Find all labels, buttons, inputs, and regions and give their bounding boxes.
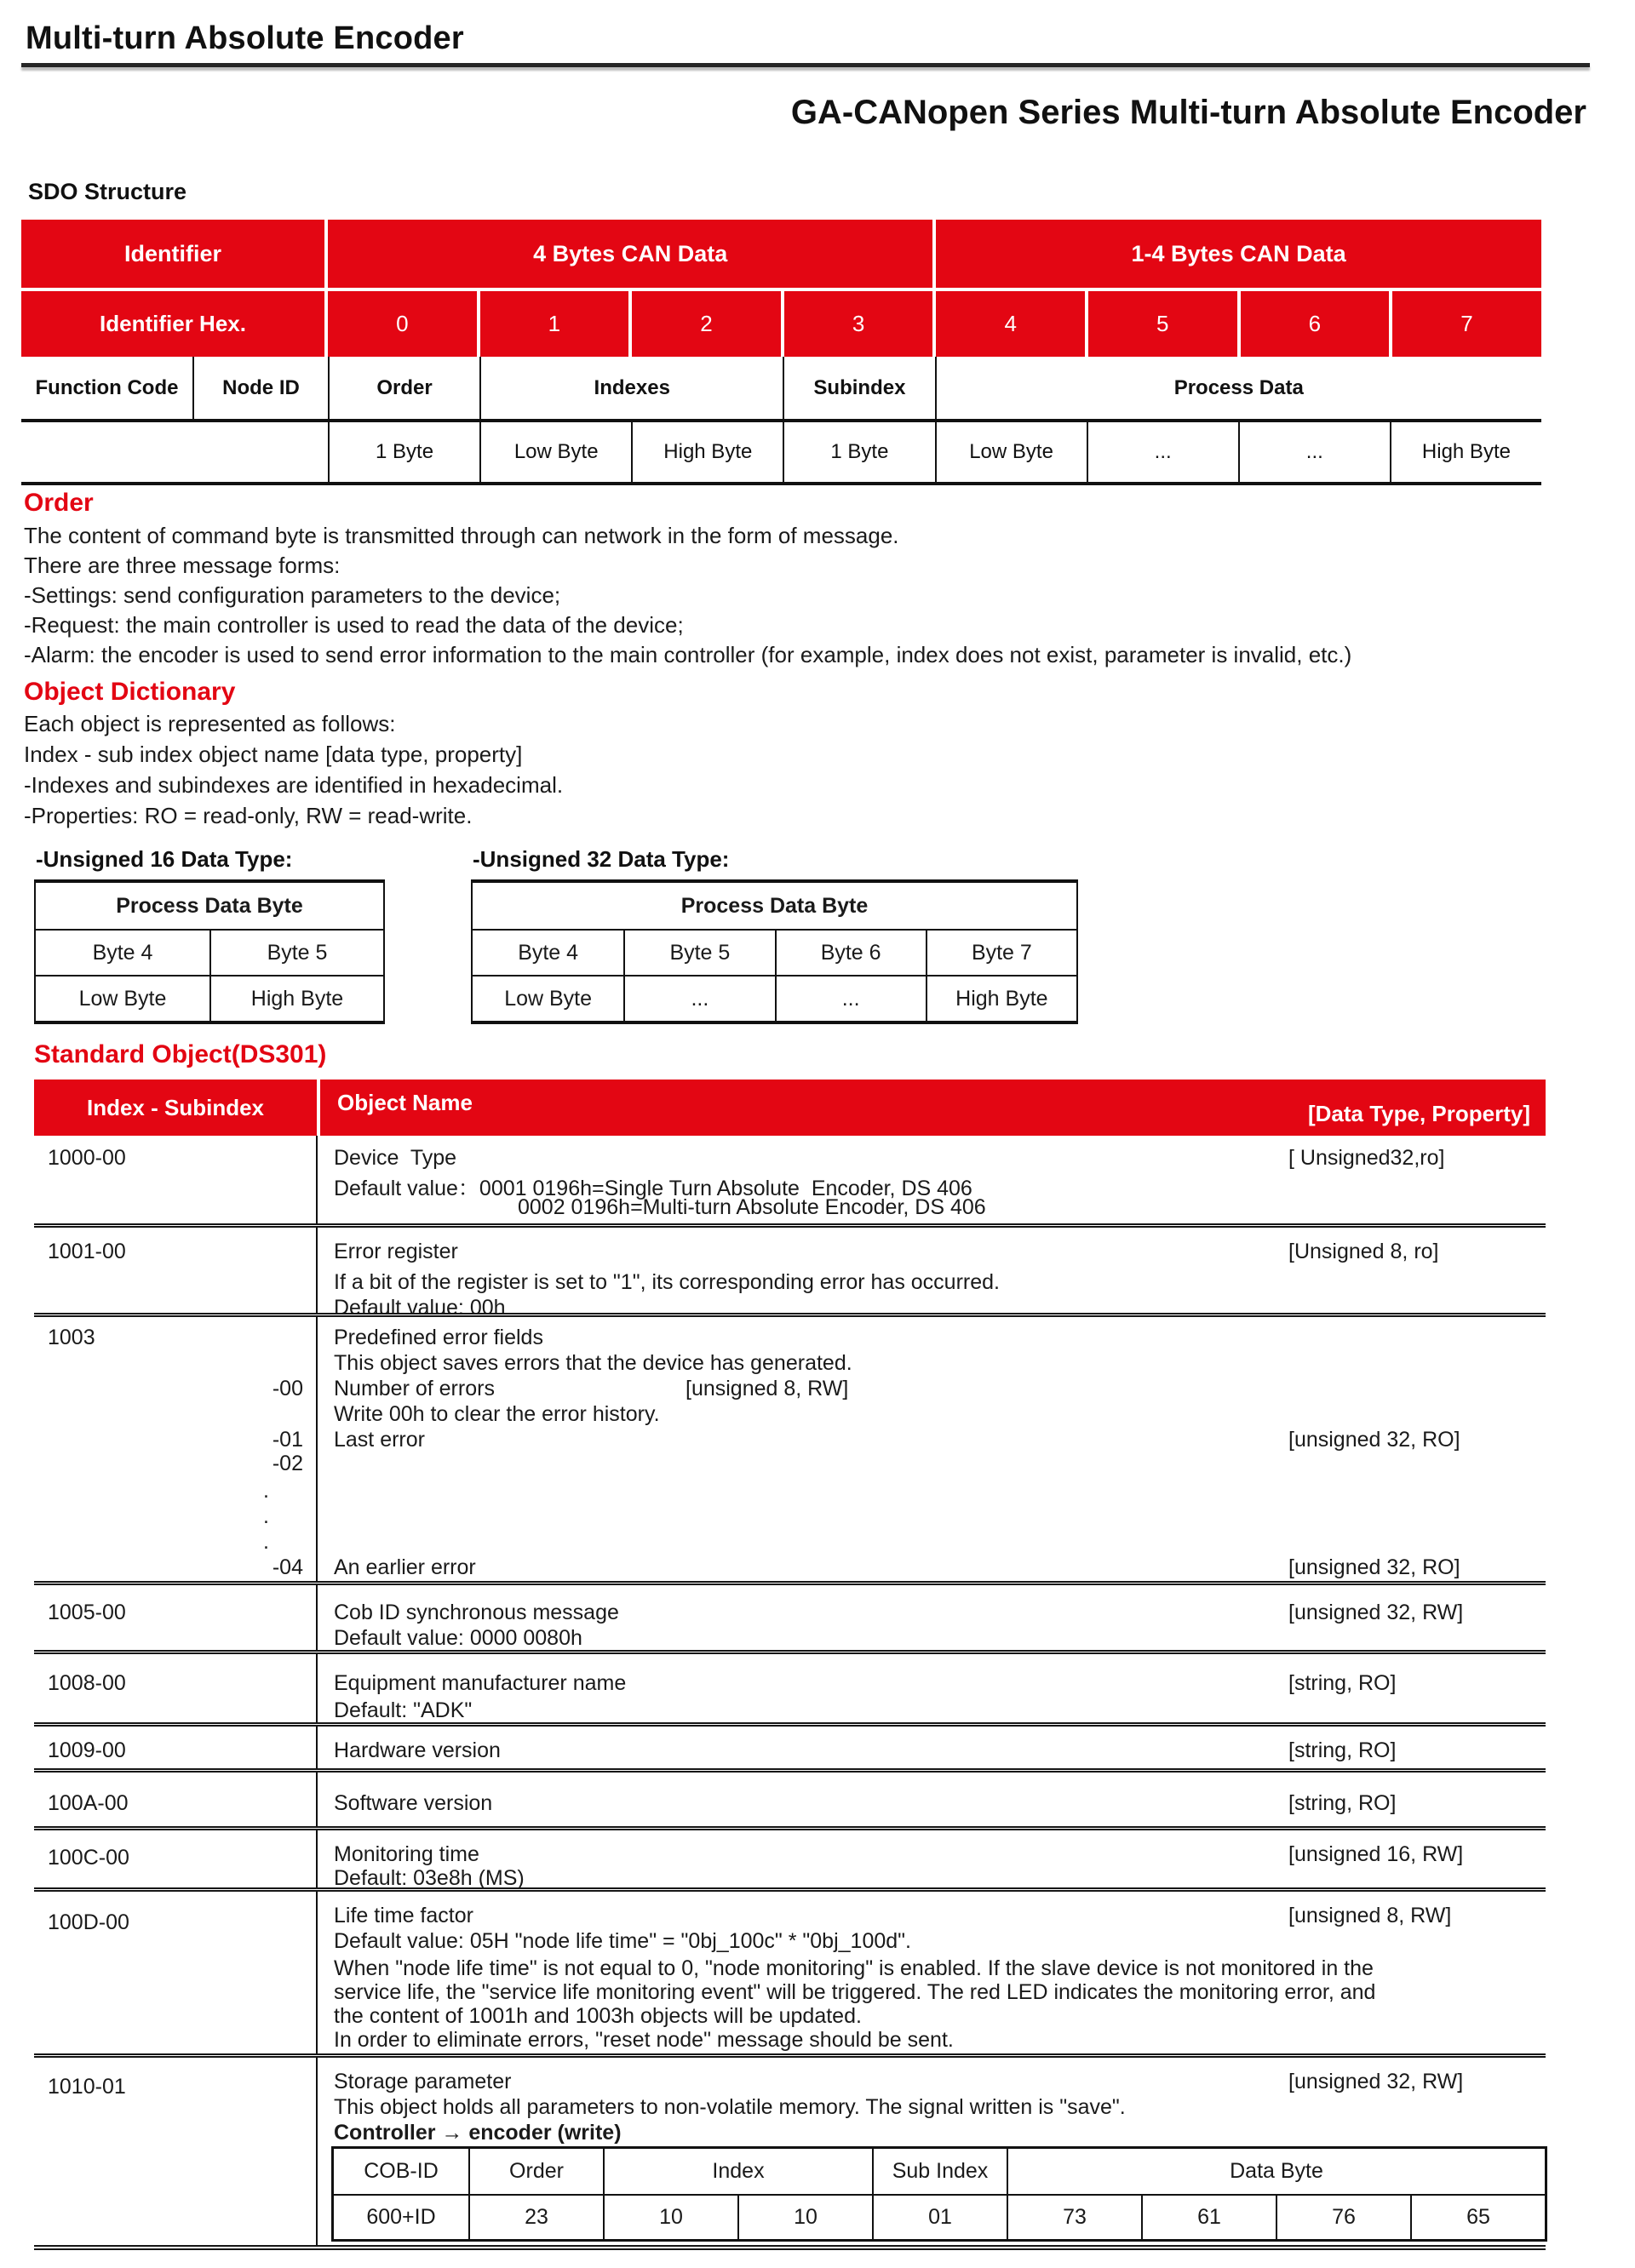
sdo-function-code: Function Code [35, 375, 179, 399]
u16-label: -Unsigned 16 Data Type: [36, 846, 293, 872]
u32-byte: Byte 4 [473, 929, 623, 975]
object-name: Storage parameter [334, 2070, 512, 2093]
object-property: [string, RO] [1288, 1738, 1397, 1762]
column-divider [316, 1892, 318, 2053]
order-line: -Alarm: the encoder is used to send error information to the main controller (for example, index does not exist, parameter is invalid, etc.) [24, 642, 1352, 667]
object-subname: An earlier error [334, 1555, 476, 1579]
standard-object-heading: Standard Object(DS301) [34, 1040, 327, 1068]
sdo-process-data: Process Data [935, 357, 1542, 419]
object-desc: Default value：0001 0196h=Single Turn Absolute Encoder, DS 406 [334, 1177, 972, 1200]
order-line: The content of command byte is transmitted through can network in the form of message. [24, 523, 899, 548]
object-desc: Default: "ADK" [334, 1698, 473, 1722]
sdo-digit: 4 [936, 291, 1085, 357]
storage-value: 65 [1410, 2194, 1545, 2239]
page-title: Multi-turn Absolute Encoder [26, 20, 464, 56]
object-desc: This object holds all parameters to non-volatile memory. The signal written is "save". [334, 2095, 1126, 2119]
column-divider [316, 1773, 318, 1826]
column-divider [316, 1585, 318, 1650]
object-subname: Last error [334, 1428, 425, 1452]
order-line: There are three message forms: [24, 553, 341, 578]
storage-value: 01 [872, 2194, 1007, 2239]
ellipsis-dot: . [263, 1530, 269, 1554]
column-divider [316, 1136, 318, 1223]
u32-byte-row [473, 929, 1076, 975]
object-desc: In order to eliminate errors, "reset node" message should be sent. [334, 2028, 954, 2052]
sdo-digit: 5 [1088, 291, 1237, 357]
object-subindex: -04 [272, 1555, 303, 1579]
column-divider [316, 2058, 318, 2245]
object-property: [unsigned 32, RW] [1288, 1601, 1464, 1624]
object-name: Cob ID synchronous message [334, 1601, 619, 1624]
object-property: [string, RO] [1288, 1791, 1397, 1815]
order-heading: Order [24, 489, 94, 517]
object-desc: Default value: 00h [334, 1296, 506, 1320]
col-header-data-type-property: [Data Type, Property] [1307, 1101, 1530, 1126]
object-property: [ Unsigned32,ro] [1288, 1146, 1445, 1170]
object-row-100A [34, 1768, 1546, 1826]
object-property: [Unsigned 8, ro] [1288, 1240, 1439, 1263]
sdo-byte-row [21, 422, 1541, 485]
sdo-byte-cell: Low Byte [479, 422, 631, 482]
sdo-node-id: Node ID [192, 357, 328, 419]
col-header-object-name: Object Name [337, 1090, 473, 1115]
object-name: Predefined error fields [334, 1326, 543, 1349]
object-row-1005 [34, 1581, 1546, 1650]
u32-header: Process Data Byte [680, 893, 869, 918]
od-line: -Indexes and subindexes are identified in hexadecimal. [24, 772, 564, 798]
object-subindex: -02 [272, 1452, 303, 1475]
object-desc: Write 00h to clear the error history. [334, 1402, 660, 1426]
object-subproperty: [unsigned 8, RW] [686, 1377, 849, 1400]
u16-byte-row [36, 929, 383, 975]
sdo-structure-label: SDO Structure [28, 179, 187, 204]
sdo-byte-cell: High Byte [631, 422, 783, 482]
sdo-indexes: Indexes [479, 357, 783, 419]
sdo-structure-table [21, 220, 1541, 485]
object-row-1001 [34, 1223, 1546, 1320]
object-row-100C [34, 1826, 1546, 1890]
u16-byte: Byte 4 [36, 929, 209, 975]
object-desc: Default: 03e8h (MS) [334, 1866, 525, 1890]
col-header-index-subindex: Index - Subindex [34, 1080, 317, 1136]
storage-header-row [334, 2149, 1545, 2194]
storage-value-row [334, 2194, 1545, 2239]
col-header-object-name-cell [320, 1080, 1546, 1136]
object-index: 1009-00 [48, 1738, 126, 1762]
column-divider [316, 1727, 318, 1768]
object-name: Equipment manufacturer name [334, 1671, 627, 1695]
sdo-byte-cell: High Byte [1390, 422, 1541, 482]
object-index: 100C-00 [48, 1846, 129, 1870]
sdo-byte-cell: ... [1087, 422, 1238, 482]
u32-label: -Unsigned 32 Data Type: [473, 846, 730, 872]
u16-table [34, 879, 385, 1024]
u32-val-row [473, 975, 1076, 1021]
storage-header-sub-index: Sub Index [872, 2149, 1007, 2194]
u32-byte: Byte 5 [623, 929, 774, 975]
title-divider [21, 63, 1590, 67]
object-name: Device Type [334, 1146, 457, 1170]
object-name: Error register [334, 1240, 458, 1263]
object-dictionary-paragraph [24, 708, 563, 831]
storage-header-order: Order [468, 2149, 603, 2194]
storage-value: 76 [1276, 2194, 1410, 2239]
order-line: -Settings: send configuration parameters to the device; [24, 582, 561, 608]
object-row-1000 [34, 1136, 1546, 1223]
object-index: 1000-00 [48, 1146, 126, 1170]
u32-byte: Byte 7 [926, 929, 1076, 975]
object-property: [unsigned 16, RW] [1288, 1842, 1464, 1866]
column-divider [316, 1654, 318, 1722]
object-index: 1008-00 [48, 1671, 126, 1695]
u16-val: High Byte [209, 975, 383, 1021]
storage-header-index: Index [603, 2149, 872, 2194]
sdo-byte-cell: 1 Byte [328, 422, 479, 482]
storage-value: 23 [468, 2194, 603, 2239]
sdo-field-row [21, 357, 1541, 422]
object-row-1009 [34, 1722, 1546, 1768]
sdo-byte-cell: ... [1238, 422, 1390, 482]
u32-val: High Byte [926, 975, 1076, 1021]
standard-table-body [34, 1136, 1546, 2250]
storage-value: 10 [737, 2194, 872, 2239]
storage-header-data-byte: Data Byte [1007, 2149, 1545, 2194]
u16-val: Low Byte [36, 975, 209, 1021]
object-property: [unsigned 8, RW] [1288, 1904, 1452, 1927]
object-desc: Default value: 0000 0080h [334, 1626, 582, 1650]
ellipsis-dot: . [263, 1504, 269, 1528]
sdo-header-identifier-hex: Identifier Hex. [21, 291, 324, 357]
storage-value: 10 [603, 2194, 737, 2239]
u32-byte: Byte 6 [775, 929, 926, 975]
object-index: 1001-00 [48, 1240, 126, 1263]
sdo-byte-cell: 1 Byte [783, 422, 934, 482]
object-row-1010 [34, 2053, 1546, 2245]
storage-value: 73 [1007, 2194, 1141, 2239]
sdo-header-4bytes: 4 Bytes CAN Data [328, 220, 932, 288]
order-paragraph [24, 521, 1351, 670]
sdo-digit: 2 [632, 291, 781, 357]
sdo-subindex: Subindex [783, 357, 934, 419]
object-desc: the content of 1001h and 1003h objects will be updated. [334, 2004, 862, 2028]
column-divider [316, 1228, 318, 1313]
u16-val-row [36, 975, 383, 1021]
object-row-100D [34, 1887, 1546, 2053]
series-subtitle: GA-CANopen Series Multi-turn Absolute Encoder [790, 94, 1586, 131]
sdo-digit: 1 [480, 291, 629, 357]
object-row-1003 [34, 1313, 1546, 1581]
object-desc: When "node life time" is not equal to 0, "node monitoring" is enabled. If the slave device is not monitored in the [334, 1956, 1374, 1980]
sdo-byte-empty [21, 422, 328, 482]
object-name: Software version [334, 1791, 493, 1815]
object-subproperty: [unsigned 32, RO] [1288, 1428, 1460, 1452]
od-line: Index - sub index object name [data type, property] [24, 742, 523, 767]
u32-val: ... [775, 975, 926, 1021]
u32-val: ... [623, 975, 774, 1021]
object-index: 100A-00 [48, 1791, 129, 1815]
storage-write-table [331, 2146, 1547, 2242]
od-line: -Properties: RO = read-only, RW = read-write. [24, 803, 473, 828]
object-index: 1003 [48, 1326, 95, 1349]
storage-header-cob-id: COB-ID [364, 2159, 439, 2183]
object-property: [unsigned 32, RW] [1288, 2070, 1464, 2093]
object-name: Life time factor [334, 1904, 473, 1927]
object-index: 1005-00 [48, 1601, 126, 1624]
sdo-byte-cell: Low Byte [935, 422, 1087, 482]
object-name: Hardware version [334, 1738, 501, 1762]
object-desc: This object saves errors that the device has generated. [334, 1351, 852, 1375]
sdo-header-1-4bytes: 1-4 Bytes CAN Data [936, 220, 1540, 288]
order-line: -Request: the main controller is used to read the data of the device; [24, 612, 684, 638]
sdo-digit: 7 [1392, 291, 1541, 357]
object-subname: Number of errors [334, 1377, 495, 1400]
u16-header: Process Data Byte [116, 893, 303, 918]
u32-table [471, 879, 1078, 1024]
object-index: 1010-01 [48, 2075, 126, 2099]
object-row-1008 [34, 1650, 1546, 1722]
object-desc: service life, the "service life monitoring event" will be triggered. The red LED indicates the monitoring error, and [334, 1980, 1376, 2004]
object-name: Monitoring time [334, 1842, 479, 1866]
storage-value: 61 [1141, 2194, 1276, 2239]
u32-header-row [473, 883, 1076, 929]
storage-value: 600+ID [334, 2194, 468, 2239]
object-desc: 0002 0196h=Multi-turn Absolute Encoder, DS 406 [518, 1195, 986, 1219]
od-line: Each object is represented as follows: [24, 711, 396, 736]
sdo-digit: 0 [328, 291, 477, 357]
object-desc: Default value: 05H "node life time" = "0bj_100c" * "0bj_100d". [334, 1929, 911, 1953]
standard-table-header [34, 1080, 1546, 1136]
object-property: [string, RO] [1288, 1671, 1397, 1695]
ellipsis-dot: . [263, 1479, 269, 1503]
object-subindex: -01 [272, 1428, 303, 1452]
column-divider [316, 1317, 318, 1581]
sdo-header-identifier: Identifier [21, 220, 324, 288]
object-subproperty: [unsigned 32, RO] [1288, 1555, 1460, 1579]
object-index: 100D-00 [48, 1910, 129, 1934]
sdo-digit: 6 [1241, 291, 1390, 357]
sdo-order: Order [328, 357, 479, 419]
u16-header-row [36, 883, 383, 929]
sdo-digit: 3 [784, 291, 933, 357]
u16-byte: Byte 5 [209, 929, 383, 975]
object-desc: If a bit of the register is set to "1", its corresponding error has occurred. [334, 1270, 1000, 1294]
object-subindex: -00 [272, 1377, 303, 1400]
object-desc-controller-write: Controller → encoder (write) [334, 2121, 622, 2145]
sdo-red-header [21, 220, 1541, 357]
column-divider [316, 1830, 318, 1887]
u32-val: Low Byte [473, 975, 623, 1021]
object-dictionary-heading: Object Dictionary [24, 678, 236, 706]
